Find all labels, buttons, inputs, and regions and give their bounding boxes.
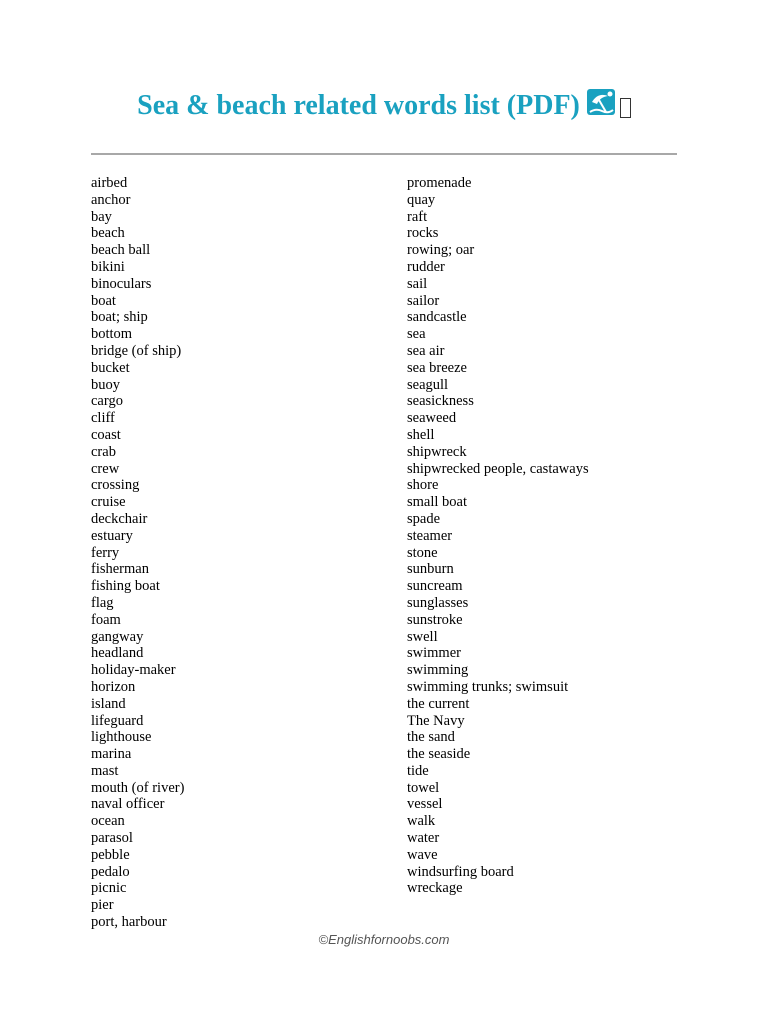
word-item: ocean <box>91 813 125 830</box>
word-item: tide <box>407 762 429 779</box>
word-item: naval officer <box>91 796 165 813</box>
word-item: water <box>407 830 440 847</box>
word-item: the sand <box>407 729 455 746</box>
word-item: rocks <box>407 225 439 242</box>
word-item: fisherman <box>91 561 149 578</box>
word-item: bridge (of ship) <box>91 342 182 359</box>
word-item: ferry <box>91 544 120 561</box>
word-item: windsurfing board <box>407 863 514 880</box>
word-item: swimming <box>407 662 469 679</box>
word-item: buoy <box>91 376 120 393</box>
word-item: bucket <box>91 359 130 376</box>
word-item: sandcastle <box>407 309 467 326</box>
word-item: wave <box>407 846 438 863</box>
copyright-footer: ©Englishfornoobs.com <box>318 932 450 947</box>
word-item: sea breeze <box>407 359 467 376</box>
word-item: cargo <box>91 393 123 410</box>
word-item: stone <box>407 544 438 561</box>
word-item: swimming trunks; swimsuit <box>407 678 569 695</box>
word-item: spade <box>407 510 441 527</box>
word-item: deckchair <box>91 510 148 527</box>
word-item: sea air <box>407 342 445 359</box>
word-item: cruise <box>91 494 126 511</box>
word-item: sail <box>407 275 428 292</box>
word-item: steamer <box>407 527 453 544</box>
word-item: airbed <box>91 175 128 191</box>
word-item: swimmer <box>407 645 461 662</box>
word-item: towel <box>407 779 440 796</box>
word-item: mouth (of river) <box>91 779 185 796</box>
word-item: seasickness <box>407 393 474 410</box>
page-title <box>0 86 768 128</box>
word-item: small boat <box>407 494 468 511</box>
title-divider <box>91 153 677 155</box>
word-item: seaweed <box>407 410 457 427</box>
word-item: lighthouse <box>91 729 152 746</box>
word-item: rowing; oar <box>407 242 475 259</box>
word-item: suncream <box>407 578 463 595</box>
word-item: boat; ship <box>91 309 148 326</box>
word-item: crew <box>91 460 120 477</box>
word-item: vessel <box>407 796 443 813</box>
word-item: coast <box>91 426 121 443</box>
word-item: The Navy <box>407 712 465 729</box>
word-item: marina <box>91 746 132 763</box>
word-item: sunstroke <box>407 611 463 628</box>
word-item: anchor <box>91 191 131 208</box>
word-item: horizon <box>91 678 136 695</box>
word-item: sailor <box>407 292 440 309</box>
word-item: walk <box>407 813 436 830</box>
word-item: island <box>91 695 126 712</box>
word-item: binoculars <box>91 275 152 292</box>
word-item: lifeguard <box>91 712 144 729</box>
word-item: sunglasses <box>407 594 469 611</box>
word-item: promenade <box>407 175 472 191</box>
word-item: beach <box>91 225 125 242</box>
word-item: the current <box>407 695 470 712</box>
word-item: foam <box>91 611 121 628</box>
word-item: flag <box>91 594 114 611</box>
word-item: headland <box>91 645 144 662</box>
word-item: rudder <box>407 258 445 275</box>
word-item: parasol <box>91 830 133 847</box>
word-item: raft <box>407 208 428 225</box>
word-item: sunburn <box>407 561 454 578</box>
word-item: estuary <box>91 527 133 544</box>
word-item: crab <box>91 443 116 460</box>
word-item: bottom <box>91 326 133 343</box>
word-list-right <box>407 175 589 897</box>
word-item: the seaside <box>407 746 471 763</box>
word-item: pedalo <box>91 863 130 880</box>
word-item: fishing boat <box>91 578 160 595</box>
missing-glyph-box-icon <box>620 98 631 118</box>
word-item: mast <box>91 762 119 779</box>
word-item: seagull <box>407 376 449 393</box>
word-item: boat <box>91 292 116 309</box>
word-item: swell <box>407 628 438 645</box>
word-item: cliff <box>91 410 115 427</box>
word-item: shell <box>407 426 435 443</box>
word-item: pier <box>91 897 114 914</box>
word-item: wreckage <box>407 880 463 897</box>
beach-umbrella-icon <box>586 88 616 128</box>
word-item: beach ball <box>91 242 151 259</box>
word-item: bikini <box>91 258 125 275</box>
word-item: pebble <box>91 846 130 863</box>
word-item: holiday-maker <box>91 662 176 679</box>
word-item: bay <box>91 208 112 225</box>
word-item: gangway <box>91 628 144 645</box>
page-title-text: Sea & beach related words list (PDF) <box>137 90 580 121</box>
word-item: picnic <box>91 880 127 897</box>
word-item: crossing <box>91 477 140 494</box>
word-item: port, harbour <box>91 914 167 931</box>
word-item: quay <box>407 191 436 208</box>
word-item: sea <box>407 326 426 343</box>
word-item: shore <box>407 477 439 494</box>
word-item: shipwreck <box>407 443 467 460</box>
word-item: shipwrecked people, castaways <box>407 460 589 477</box>
word-list-left <box>91 175 184 931</box>
